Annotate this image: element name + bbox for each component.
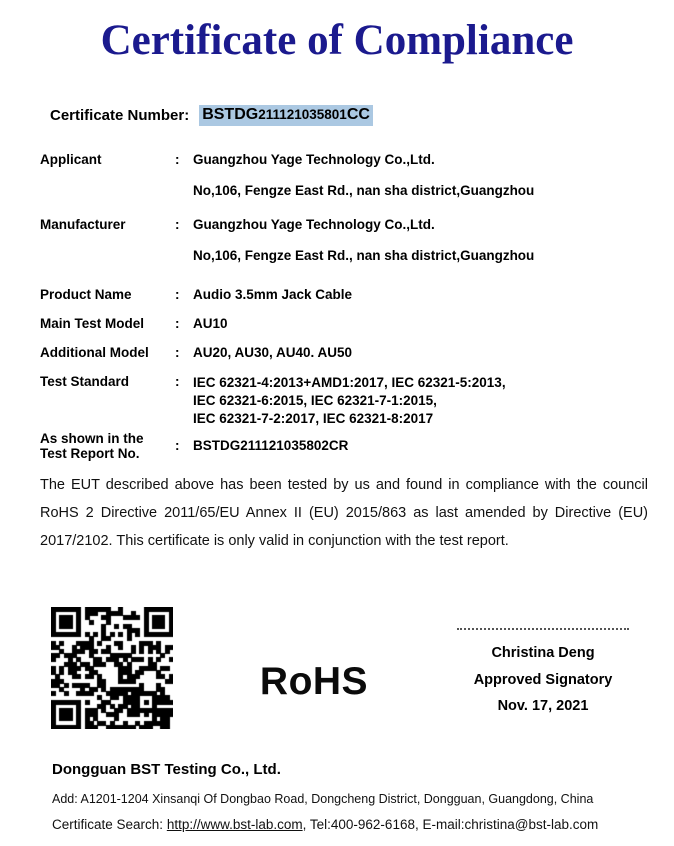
- manufacturer-label: Manufacturer: [40, 217, 126, 232]
- field-row-product-name: [40, 287, 648, 303]
- applicant-company: Guangzhou Yage Technology Co.,Ltd.: [193, 152, 435, 167]
- certificate-number-value: [199, 105, 373, 126]
- test-report-value: BSTDG211121035802CR: [193, 438, 349, 453]
- manufacturer-company: Guangzhou Yage Technology Co.,Ltd.: [193, 217, 435, 232]
- colon: :: [175, 345, 180, 360]
- product-name-value: Audio 3.5mm Jack Cable: [193, 287, 353, 302]
- field-row-applicant-address: [40, 183, 648, 199]
- additional-model-label: Additional Model: [40, 345, 149, 360]
- test-report-label: As shown in the Test Report No.: [40, 431, 144, 461]
- certificate-details: [40, 152, 648, 461]
- test-standard-line-2: IEC 62321-6:2015, IEC 62321-7-1:2015,: [193, 393, 437, 408]
- colon: :: [175, 217, 180, 232]
- page-title: Certificate of Compliance: [100, 17, 574, 64]
- certificate-number-digits: 211121035801: [258, 107, 347, 122]
- field-row-manufacturer: [40, 217, 648, 233]
- signature-line: [457, 628, 629, 630]
- applicant-address: No,106, Fengze East Rd., nan sha district,Guangzhou: [193, 183, 535, 198]
- signature-date: Nov. 17, 2021: [497, 698, 589, 714]
- rohs-mark: RoHS: [259, 660, 369, 703]
- footer-certificate-search: [52, 817, 654, 832]
- certificate-number-suffix: CC: [346, 106, 370, 123]
- field-row-test-standard: [40, 374, 648, 428]
- signature-block: [447, 628, 639, 720]
- test-standard-line-1: IEC 62321-4:2013+AMD1:2017, IEC 62321-5:2013,: [193, 375, 506, 390]
- colon: :: [175, 316, 180, 331]
- field-row-main-test-model: [40, 316, 648, 332]
- additional-model-value: AU20, AU30, AU40. AU50: [193, 345, 353, 360]
- applicant-label: Applicant: [40, 152, 102, 167]
- field-row-test-report: [40, 431, 648, 461]
- field-row-manufacturer-address: [40, 248, 648, 264]
- field-row-additional-model: [40, 345, 648, 361]
- footer-company-name: Dongguan BST Testing Co., Ltd.: [52, 761, 281, 778]
- test-standard-line-3: IEC 62321-7-2:2017, IEC 62321-8:2017: [193, 411, 434, 426]
- footer-address: Add: A1201-1204 Xinsanqi Of Dongbao Road, Dongcheng District, Dongguan, Guangdong, China: [52, 792, 594, 806]
- colon: :: [175, 438, 180, 453]
- colon: :: [175, 287, 180, 302]
- signatory-name: Christina Deng: [491, 645, 595, 661]
- colon: :: [175, 374, 180, 389]
- colon: :: [175, 152, 180, 167]
- field-row-applicant: [40, 152, 648, 168]
- certificate-number-prefix: BSTDG: [202, 106, 259, 123]
- signatory-role: Approved Signatory: [473, 671, 613, 688]
- test-standard-value: [193, 374, 648, 428]
- manufacturer-address: No,106, Fengze East Rd., nan sha district,Guangzhou: [193, 248, 535, 263]
- certificate-search-label: Certificate Search:: [52, 817, 164, 832]
- certificate-number-label: Certificate Number:: [50, 107, 190, 124]
- main-test-model-label: Main Test Model: [40, 316, 145, 331]
- qr-code: [51, 607, 173, 729]
- certificate-number-row: [50, 105, 373, 126]
- main-test-model-value: AU10: [193, 316, 228, 331]
- footer-contact-info: , Tel:400-962-6168, E-mail:christina@bst-lab.com: [302, 817, 599, 832]
- compliance-statement: The EUT described above has been tested by us and found in compliance with the council RoHS 2 Directive 2011/65/EU Annex II (EU) 2015/863 as last amended by Directive (EU) 2017/2102. This certificate is only valid in conjunction with the test report.: [40, 476, 648, 549]
- product-name-label: Product Name: [40, 287, 132, 302]
- certificate-search-link[interactable]: http://www.bst-lab.com: [166, 817, 303, 832]
- test-standard-label: Test Standard: [40, 374, 130, 389]
